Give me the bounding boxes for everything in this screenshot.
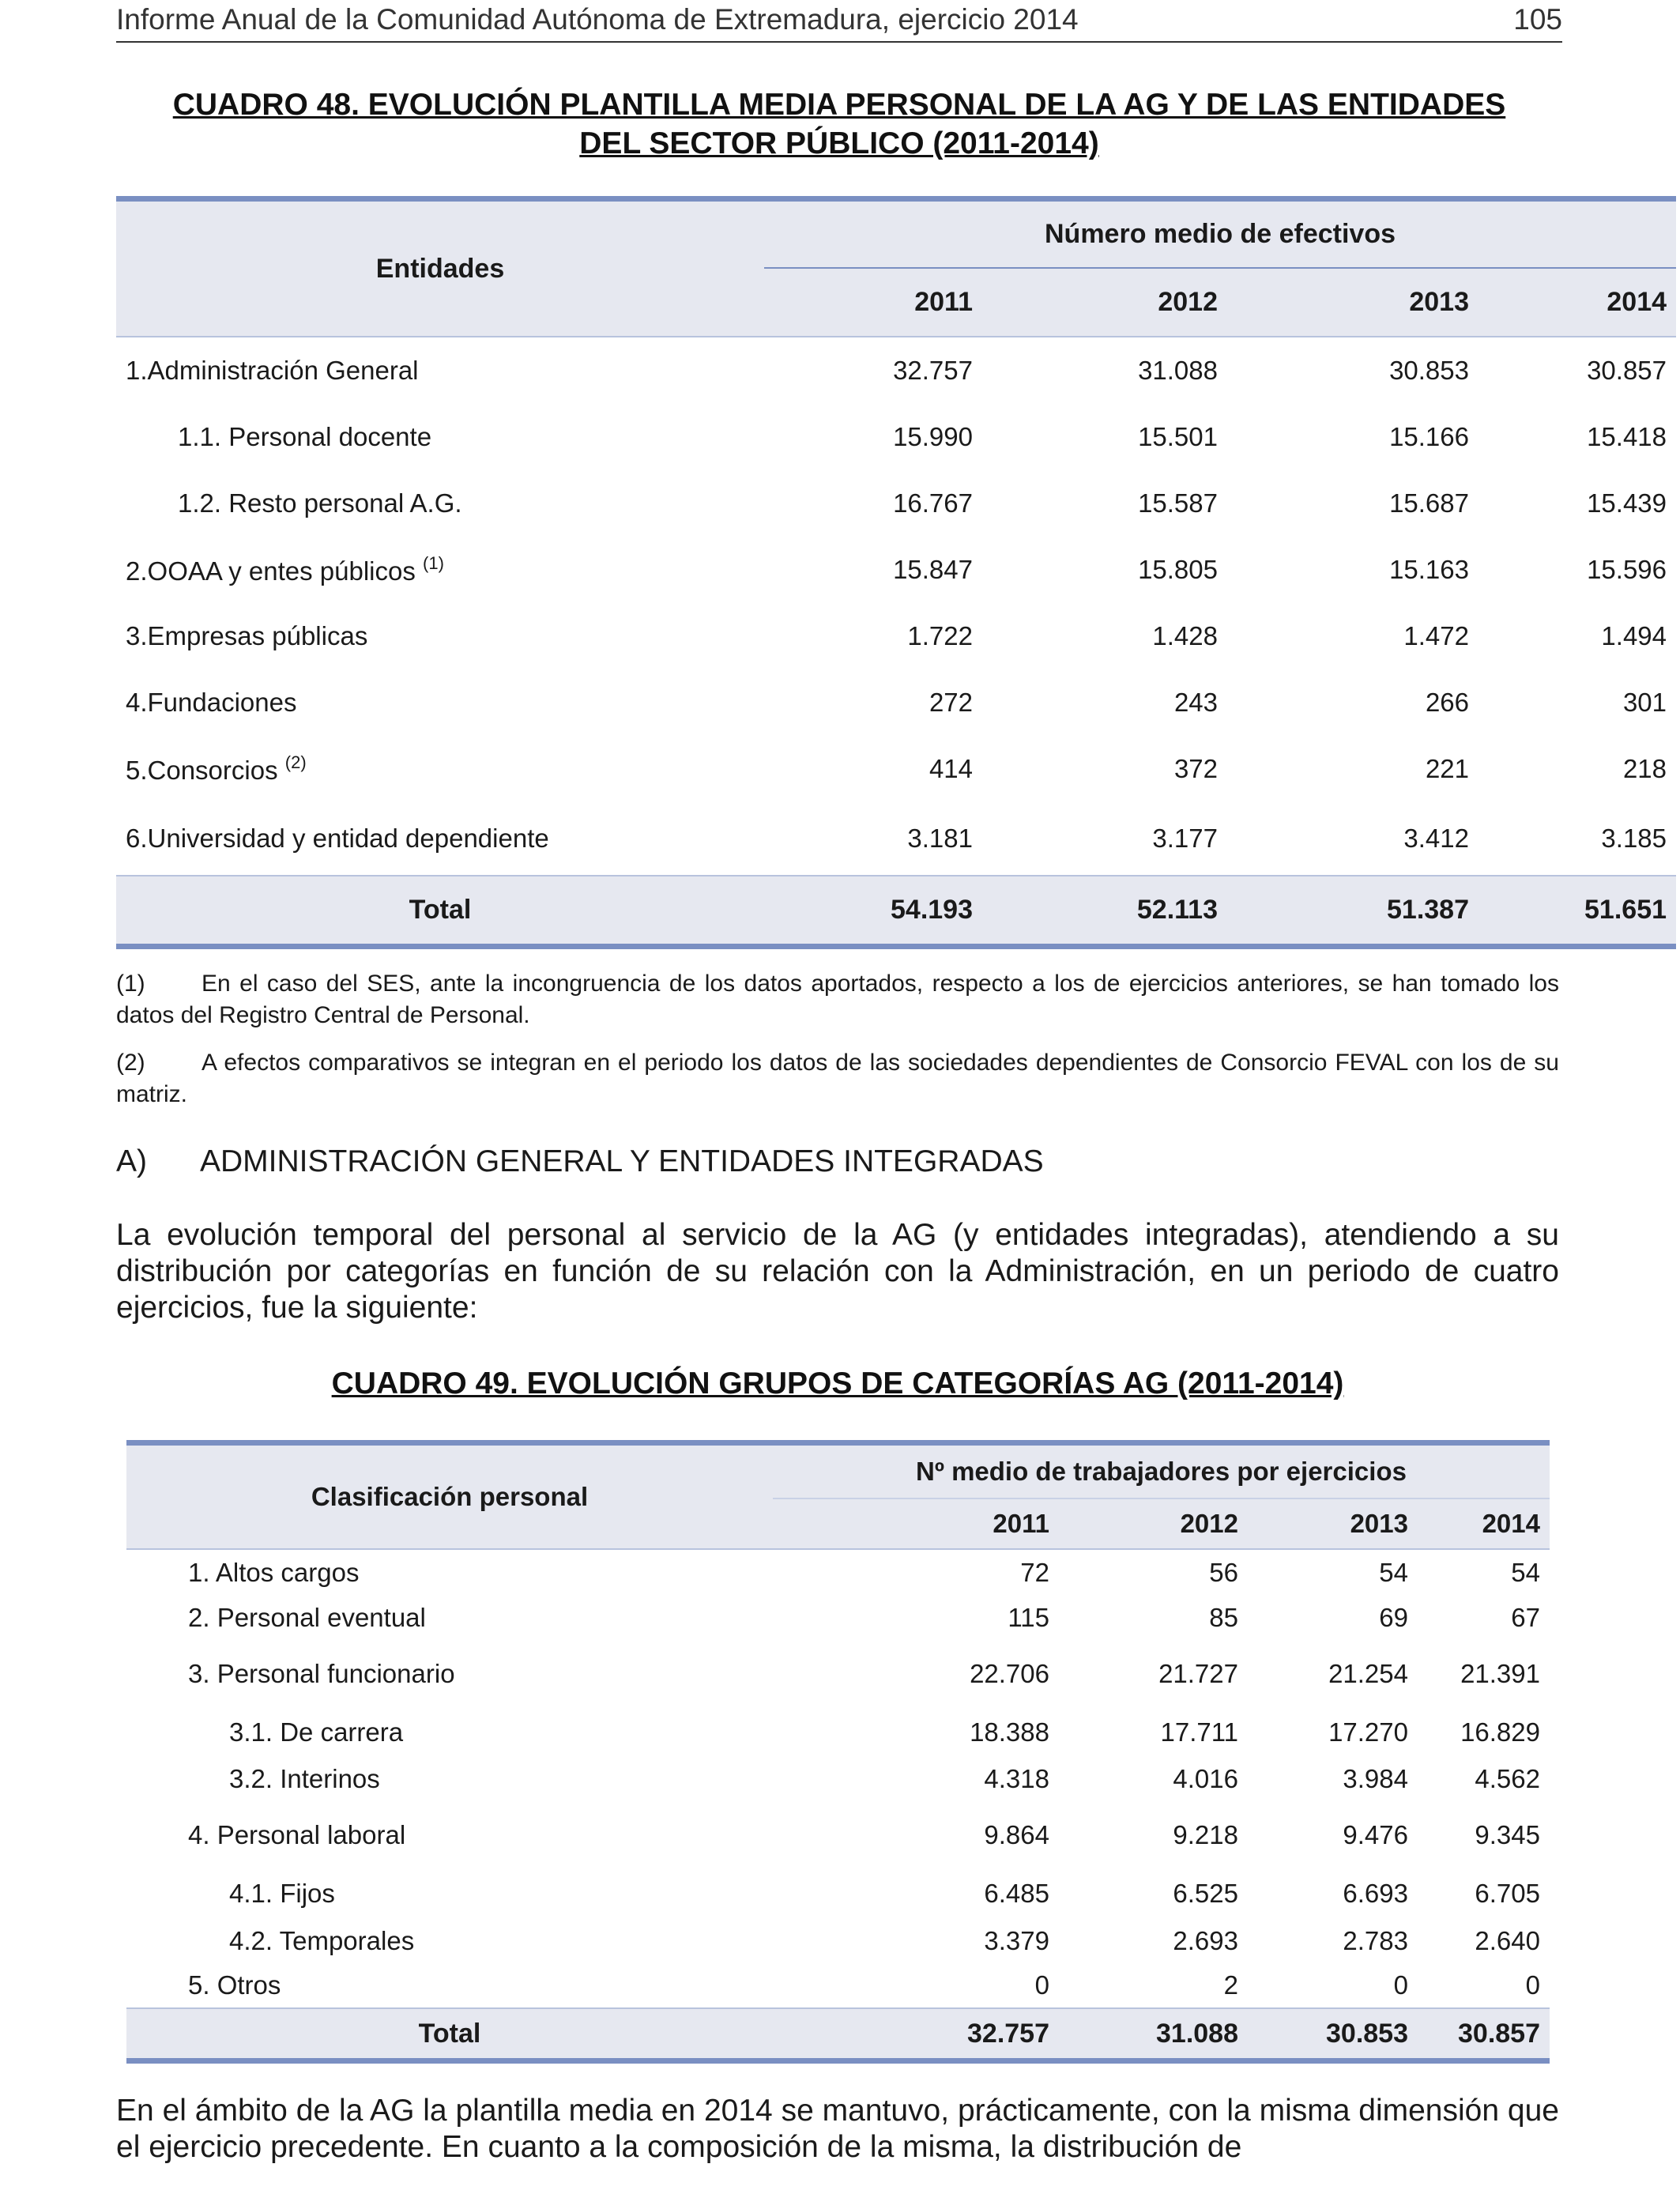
cell-value: 15.163 [1389, 555, 1469, 584]
total-value: 30.857 [1418, 2008, 1550, 2061]
cell-value: 15.687 [1389, 488, 1469, 518]
cell-value: 9.218 [1173, 1820, 1238, 1849]
total-value: 32.757 [773, 2008, 1059, 2061]
row-label: 5.Consorcios $^{(2)}$ [126, 752, 307, 785]
cell-value: 17.711 [1160, 1717, 1238, 1747]
row-label: 1.Administración General [116, 337, 764, 404]
col-header-year: 2014 [1478, 268, 1676, 337]
cell-value: 31.088 [982, 337, 1227, 404]
row-label: 4.2. Temporales [229, 1925, 415, 1955]
cell-value: 15.166 [1389, 422, 1469, 451]
cell-value: 372 [1173, 754, 1218, 783]
cell-value: 3.984 [1343, 1764, 1408, 1793]
cell-value: 56 [1059, 1549, 1248, 1595]
col-header-year: 2014 [1418, 1498, 1550, 1549]
body-paragraph: En el ámbito de la AG la plantilla media en 2014 se mantuvo, prácticamente, con la misma dimensión que el ejercicio precedente. En cuanto a la composición de la misma, la distribución de [116, 2094, 1559, 2164]
col-header-year: 2012 [1059, 1498, 1248, 1549]
cuadro48-table [116, 196, 1676, 949]
total-label: Total [126, 2008, 773, 2061]
cell-value: 272 [929, 688, 973, 717]
table-row [126, 1549, 1550, 1595]
row-label: 1.1. Personal docente [178, 422, 432, 451]
col-header-year: 2013 [1227, 268, 1478, 337]
row-label: 3.1. De carrera [229, 1717, 404, 1747]
cell-value: 54 [1418, 1549, 1550, 1595]
cell-value: 9.864 [984, 1820, 1049, 1849]
cell-value: 32.757 [764, 337, 982, 404]
row-label: 5. Otros [188, 1970, 281, 2000]
row-label: 6.Universidad y entidad dependiente [126, 824, 549, 853]
cell-value: 3.177 [1152, 824, 1218, 853]
cell-value: 1.494 [1601, 621, 1667, 650]
cell-value: 2.783 [1343, 1925, 1408, 1955]
cell-value: 414 [929, 754, 973, 783]
cell-value: 0 [1393, 1970, 1408, 2000]
cell-value: 15.596 [1587, 555, 1667, 584]
row-label: 3.2. Interinos [229, 1764, 380, 1793]
cell-value: 3.185 [1601, 824, 1667, 853]
cell-value: 301 [1622, 688, 1667, 717]
cell-value: 9.345 [1475, 1820, 1540, 1849]
cell-value: 243 [1173, 688, 1218, 717]
cell-value: 15.439 [1587, 488, 1667, 518]
cell-value: 221 [1425, 754, 1469, 783]
footnote-text: En el caso del SES, ante la incongruencia de los datos aportados, respecto a los de ejercicios anteriores, se han tomado los datos del Registro Central de Personal. [116, 971, 1559, 1028]
cell-value: 67 [1511, 1602, 1540, 1632]
cuadro48-title-line1: CUADRO 48. EVOLUCIÓN PLANTILLA MEDIA PERSONAL DE LA AG Y DE LAS ENTIDADES [172, 88, 1506, 122]
table-row [116, 537, 1676, 603]
col-header-entidades: Entidades [116, 199, 764, 337]
table-row [126, 1918, 1550, 1963]
cell-value: 3.412 [1403, 824, 1469, 853]
cell-value: 16.829 [1460, 1717, 1540, 1747]
footnote-key: (2) [116, 1050, 145, 1076]
cuadro49-title: CUADRO 49. EVOLUCIÓN GRUPOS DE CATEGORÍAS AG (2011-2014) [331, 1367, 1344, 1400]
cell-value: 30.857 [1478, 337, 1676, 404]
footnote-key: (1) [116, 971, 145, 997]
section-title: ADMINISTRACIÓN GENERAL Y ENTIDADES INTEGRADAS [200, 1144, 1044, 1178]
cell-value: 0 [1525, 1970, 1540, 2000]
cell-value: 15.501 [1138, 422, 1218, 451]
header-title: Informe Anual de la Comunidad Autónoma de Extremadura, ejercicio 2014 [116, 3, 1079, 36]
cell-value: 6.525 [1173, 1879, 1238, 1908]
table-row [116, 337, 1676, 404]
cell-value: 18.388 [970, 1717, 1049, 1747]
table-row [126, 1595, 1550, 1640]
total-row [126, 2008, 1550, 2061]
total-value: 30.853 [1248, 2008, 1418, 2061]
cell-value: 9.476 [1343, 1820, 1408, 1849]
cell-value: 2 [1223, 1970, 1238, 2000]
cell-value: 30.853 [1227, 337, 1478, 404]
col-group-header: Nº medio de trabajadores por ejercicios [773, 1443, 1550, 1499]
cell-value: 54 [1248, 1549, 1418, 1595]
total-value: 52.113 [982, 876, 1227, 947]
cell-value: 2.640 [1475, 1925, 1540, 1955]
cell-value: 1.722 [907, 621, 973, 650]
table-row [116, 603, 1676, 669]
total-value: 31.088 [1059, 2008, 1248, 2061]
table-row [116, 736, 1676, 802]
cell-value: 22.706 [970, 1659, 1049, 1688]
col-header-year: 2011 [773, 1498, 1059, 1549]
cell-value: 3.379 [984, 1925, 1049, 1955]
row-label: 3. Personal funcionario [188, 1659, 455, 1688]
footnote-1 [116, 968, 1559, 1031]
cell-value: 21.254 [1328, 1659, 1408, 1688]
cell-value: 15.990 [893, 422, 973, 451]
row-label: 3.Empresas públicas [126, 621, 368, 650]
table-row [116, 802, 1676, 876]
table-row [126, 1869, 1550, 1918]
col-header-clasificacion: Clasificación personal [126, 1443, 773, 1550]
cell-value: 6.705 [1475, 1879, 1540, 1908]
row-label: 1. Altos cargos [126, 1549, 773, 1595]
total-value: 54.193 [764, 876, 982, 947]
col-header-year: 2013 [1248, 1498, 1418, 1549]
page-number: 105 [1513, 3, 1562, 36]
footnote-2 [116, 1047, 1559, 1110]
row-label: 1.2. Resto personal A.G. [178, 488, 462, 518]
table-row [126, 1801, 1550, 1869]
cuadro48-title-line2: DEL SECTOR PÚBLICO (2011-2014) [579, 126, 1099, 160]
cell-value: 1.472 [1403, 621, 1469, 650]
col-header-year: 2012 [982, 268, 1227, 337]
total-value: 51.387 [1227, 876, 1478, 947]
cell-value: 3.181 [907, 824, 973, 853]
footnote-ref: (1) [423, 553, 444, 573]
running-header [116, 0, 1562, 43]
cell-value: 4.016 [1173, 1764, 1238, 1793]
total-row [116, 876, 1676, 947]
cell-value: 1.428 [1152, 621, 1218, 650]
table-row [126, 1640, 1550, 1708]
table-row [116, 470, 1676, 537]
cell-value: 15.587 [1138, 488, 1218, 518]
body-paragraph: La evolución temporal del personal al servicio de la AG (y entidades integradas), atendiendo a su distribución por categorías en función de su relación con la Administración, en un periodo de cuatro ejercicios, fue la siguiente: [116, 1218, 1559, 1325]
cell-value: 69 [1379, 1602, 1408, 1632]
cell-value: 16.767 [893, 488, 973, 518]
cell-value: 85 [1209, 1602, 1238, 1632]
cell-value: 72 [773, 1549, 1059, 1595]
cuadro49-table [126, 1440, 1550, 2064]
row-label: 2.OOAA y entes públicos $^{(1)}$ [126, 553, 444, 586]
cell-value: 15.847 [893, 555, 973, 584]
cell-value: 0 [1034, 1970, 1049, 2000]
cell-value: 218 [1622, 754, 1667, 783]
section-heading [116, 1144, 1044, 1179]
table-row [126, 1963, 1550, 2008]
table-row [116, 669, 1676, 736]
footnote-text: A efectos comparativos se integran en el periodo los datos de las sociedades dependientes de Consorcio FEVAL con los de su matriz. [116, 1050, 1559, 1107]
table-row [126, 1708, 1550, 1757]
table-row [126, 1757, 1550, 1801]
cell-value: 6.485 [984, 1879, 1049, 1908]
col-header-year: 2011 [764, 268, 982, 337]
cell-value: 15.418 [1587, 422, 1667, 451]
row-label: 4.1. Fijos [229, 1879, 335, 1908]
table-row [116, 404, 1676, 470]
total-value: 51.651 [1478, 876, 1676, 947]
cell-value: 21.391 [1460, 1659, 1540, 1688]
cell-value: 15.805 [1138, 555, 1218, 584]
col-group-header: Número medio de efectivos [764, 199, 1676, 269]
cell-value: 17.270 [1328, 1717, 1408, 1747]
cell-value: 266 [1425, 688, 1469, 717]
footnote-ref: (2) [284, 752, 307, 772]
section-key: A) [116, 1144, 147, 1178]
row-label: 2. Personal eventual [188, 1602, 426, 1632]
total-label: Total [116, 876, 764, 947]
row-label: 4. Personal laboral [188, 1820, 406, 1849]
cell-value: 115 [1008, 1602, 1049, 1632]
cell-value: 6.693 [1343, 1879, 1408, 1908]
cell-value: 21.727 [1158, 1659, 1238, 1688]
row-label: 4.Fundaciones [126, 688, 297, 717]
cell-value: 4.562 [1475, 1764, 1540, 1793]
cell-value: 2.693 [1173, 1925, 1238, 1955]
cell-value: 4.318 [984, 1764, 1049, 1793]
